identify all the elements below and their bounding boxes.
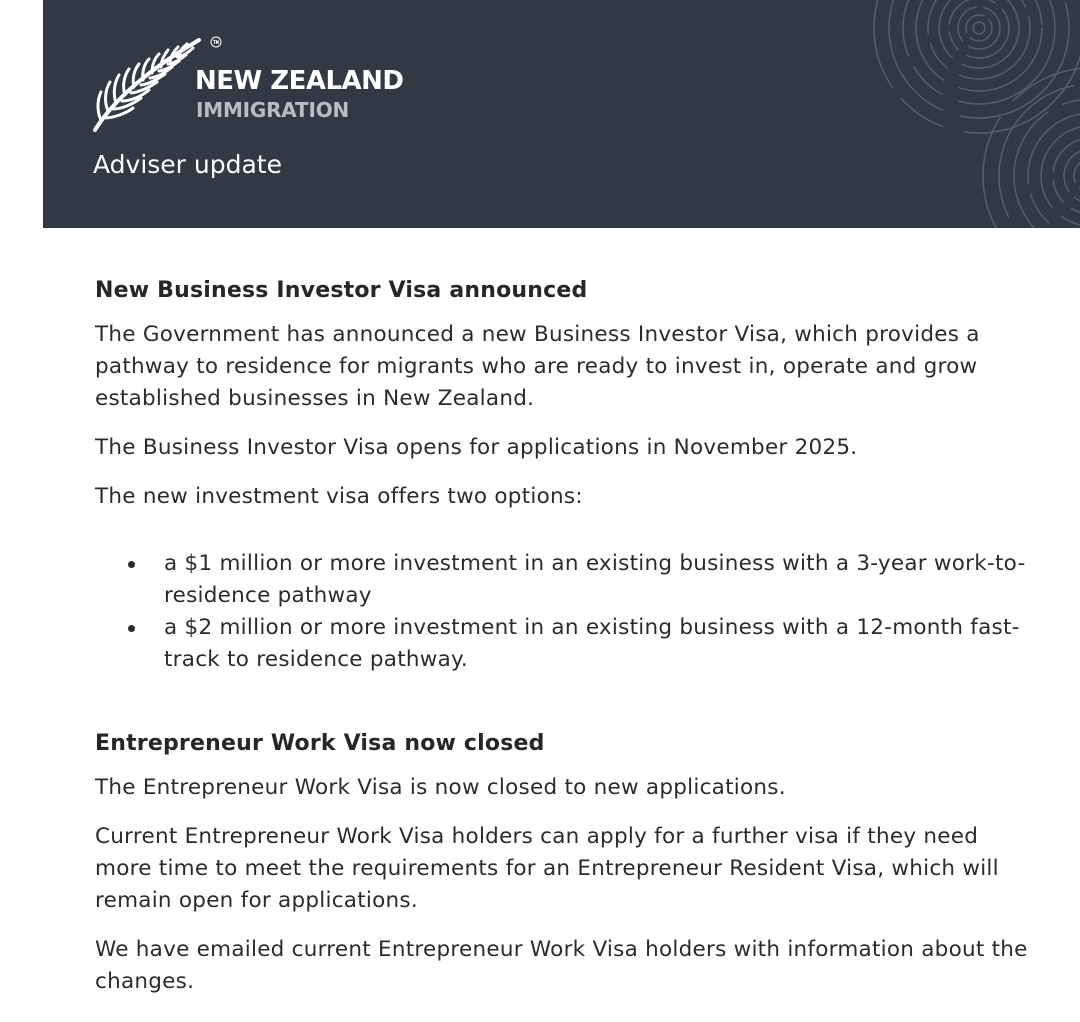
page-margin <box>0 0 43 228</box>
paragraph: The Government has announced a new Business Investor Visa, which provides a pathway to residence for migrants who are ready to invest in, operate and grow established businesses in New Zealand. <box>95 322 980 411</box>
list-item <box>95 548 1035 612</box>
koru-swirl-pattern-icon <box>803 0 1080 228</box>
page-title: Adviser update <box>93 150 282 179</box>
list-item-text: a $2 million or more investment in an existing business with a 12-month fast-track to residence pathway. <box>164 615 1020 672</box>
section-entrepreneur-work-visa <box>95 731 1035 998</box>
list-item <box>95 612 1035 676</box>
section-business-investor-visa <box>95 278 1035 676</box>
main-content <box>95 278 1035 998</box>
bullet-icon <box>128 625 135 632</box>
list-item-text: a $1 million or more investment in an existing business with a 3-year work-to-residence pathway <box>164 551 1026 608</box>
section-heading: New Business Investor Visa announced <box>95 278 588 303</box>
paragraph: Current Entrepreneur Work Visa holders can apply for a further visa if they need more time to meet the requirements for an Entrepreneur Resident Visa, which will remain open for applications. <box>95 824 999 913</box>
header-banner <box>43 0 1080 228</box>
paragraph: The Business Investor Visa opens for applications in November 2025. <box>95 435 858 460</box>
brand-name: NEW ZEALAND <box>195 66 404 96</box>
section-heading: Entrepreneur Work Visa now closed <box>95 731 545 756</box>
paragraph: We have emailed current Entrepreneur Work Visa holders with information about the changes. <box>95 937 1028 994</box>
bullet-icon <box>128 561 135 568</box>
paragraph: The Entrepreneur Work Visa is now closed to new applications. <box>95 775 786 800</box>
brand-subtitle: IMMIGRATION <box>196 98 350 122</box>
options-list <box>95 548 1035 676</box>
silver-fern-logo-icon <box>91 34 211 134</box>
paragraph: The new investment visa offers two options: <box>95 484 583 509</box>
trademark-icon <box>210 36 222 48</box>
